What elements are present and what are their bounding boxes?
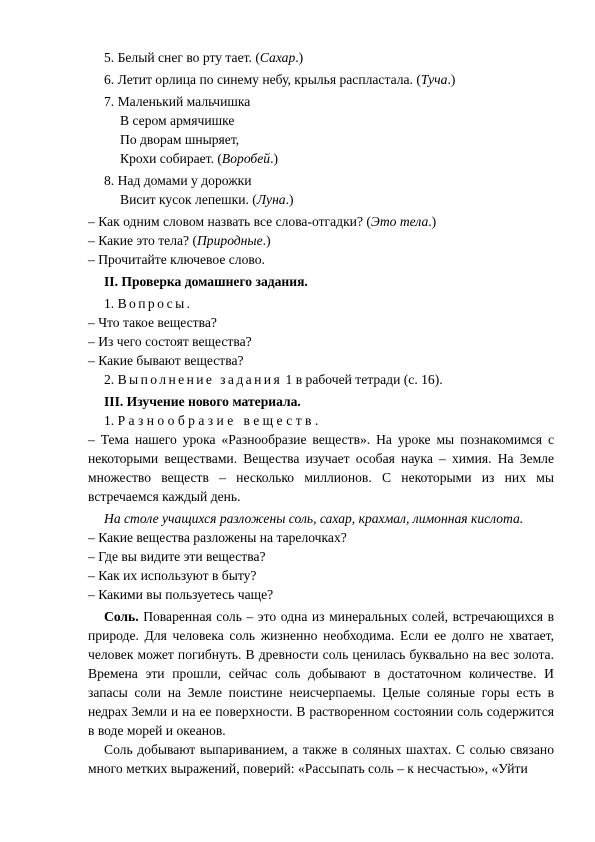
riddle-7-line-3: По дворам шныряет,	[120, 132, 240, 147]
riddle-answer: Луна	[256, 192, 286, 207]
salt-text: Поваренная соль – это одна из минеральных солей, встречающихся в природе. Для человека соль жизненно необходима. Если ее долго не хватает, человек может погибнуть. В древности соль ценилась буквально на вес золота. Времена эти прошли, сейчас соль добывают в достаточном количестве. И запасы соли на Земле поистине неисчерпаемы. Целые соляные горы есть в недрах Земли и на ее поверхности. В растворенном состоянии соль содержится в воде морей и океанов.	[88, 609, 554, 738]
section-heading: II. Проверка домашнего задания.	[104, 274, 308, 289]
riddle-answer: Сахар	[259, 50, 296, 65]
question-close: .)	[262, 233, 271, 248]
riddle-text: 6. Летит орлица по синему небу, крылья распластала. (	[104, 72, 421, 87]
item-text: 1 в рабочей тетради (с. 16).	[282, 372, 443, 387]
riddle-close: .)	[447, 72, 456, 87]
question-line: – Как их используют в быту?	[88, 568, 257, 583]
riddle-7-line-4	[104, 149, 554, 168]
item-label: Выполнение задания	[117, 372, 283, 387]
question-close: .)	[428, 214, 437, 229]
riddle-text: Висит кусок лепешки. (	[120, 192, 257, 207]
italic-note: На столе учащихся разложены соль, сахар, крахмал, лимонная кислота.	[104, 511, 524, 526]
list-item	[104, 294, 554, 313]
question-line: – Где вы видите эти вещества?	[88, 549, 266, 564]
riddle-text: Крохи собирает. (	[120, 151, 222, 166]
salt-title: Соль.	[104, 609, 139, 624]
riddle-close: .)	[270, 151, 279, 166]
question-text: – Как одним словом назвать все слова-отгадки? (	[88, 214, 371, 229]
item-number: 2.	[104, 372, 118, 387]
paragraph-salt	[88, 607, 554, 740]
riddle-close: .)	[285, 192, 294, 207]
question-line	[88, 231, 554, 250]
list-item	[104, 411, 554, 430]
question-line: – Из чего состоят вещества?	[88, 334, 252, 349]
item-label: Вопросы.	[117, 296, 193, 311]
riddle-close: .)	[295, 50, 304, 65]
document-page	[88, 48, 554, 778]
question-line: – Какие бывают вещества?	[88, 353, 244, 368]
item-number: 1.	[104, 413, 118, 428]
question-line	[88, 212, 554, 231]
question-answer: Природные	[196, 233, 263, 248]
item-number: 1.	[104, 296, 118, 311]
question-line: – Прочитайте ключевое слово.	[88, 252, 265, 267]
question-answer: Это тела	[370, 214, 429, 229]
question-line: – Какие вещества разложены на тарелочках?	[88, 530, 347, 545]
riddle-7-line-2: В сером армячишке	[120, 113, 235, 128]
question-text: – Какие это тела? (	[88, 233, 197, 248]
riddle-answer: Туча	[420, 72, 448, 87]
section-heading: III. Изучение нового материала.	[104, 394, 301, 409]
item-label: Разнообразие веществ.	[117, 413, 322, 428]
paragraph-salt-2: Соль добывают выпариванием, а также в соляных шахтах. С солью связано много метких выражений, поверий: «Рассыпать соль – к несчастью», «Уйти	[88, 742, 554, 776]
list-item	[104, 370, 554, 389]
riddle-text: 5. Белый снег во рту тает. (	[104, 50, 260, 65]
riddle-7-line-1: 7. Маленький мальчишка	[104, 94, 251, 109]
riddle-5	[104, 48, 554, 67]
paragraph-intro: – Тема нашего урока «Разнообразие веществ». На уроке мы познакомимся с некоторыми веществами. Вещества изучает особая наука – химия. На Земле множество веществ – несколько миллионов. С некоторыми из них мы встречаемся каждый день.	[88, 432, 554, 504]
riddle-answer: Воробей	[221, 151, 271, 166]
riddle-8-line-2	[104, 190, 554, 209]
riddle-8-line-1: 8. Над домами у дорожки	[104, 173, 252, 188]
question-line: – Что такое вещества?	[88, 315, 217, 330]
riddle-6	[104, 70, 554, 89]
question-line: – Какими вы пользуетесь чаще?	[88, 587, 274, 602]
